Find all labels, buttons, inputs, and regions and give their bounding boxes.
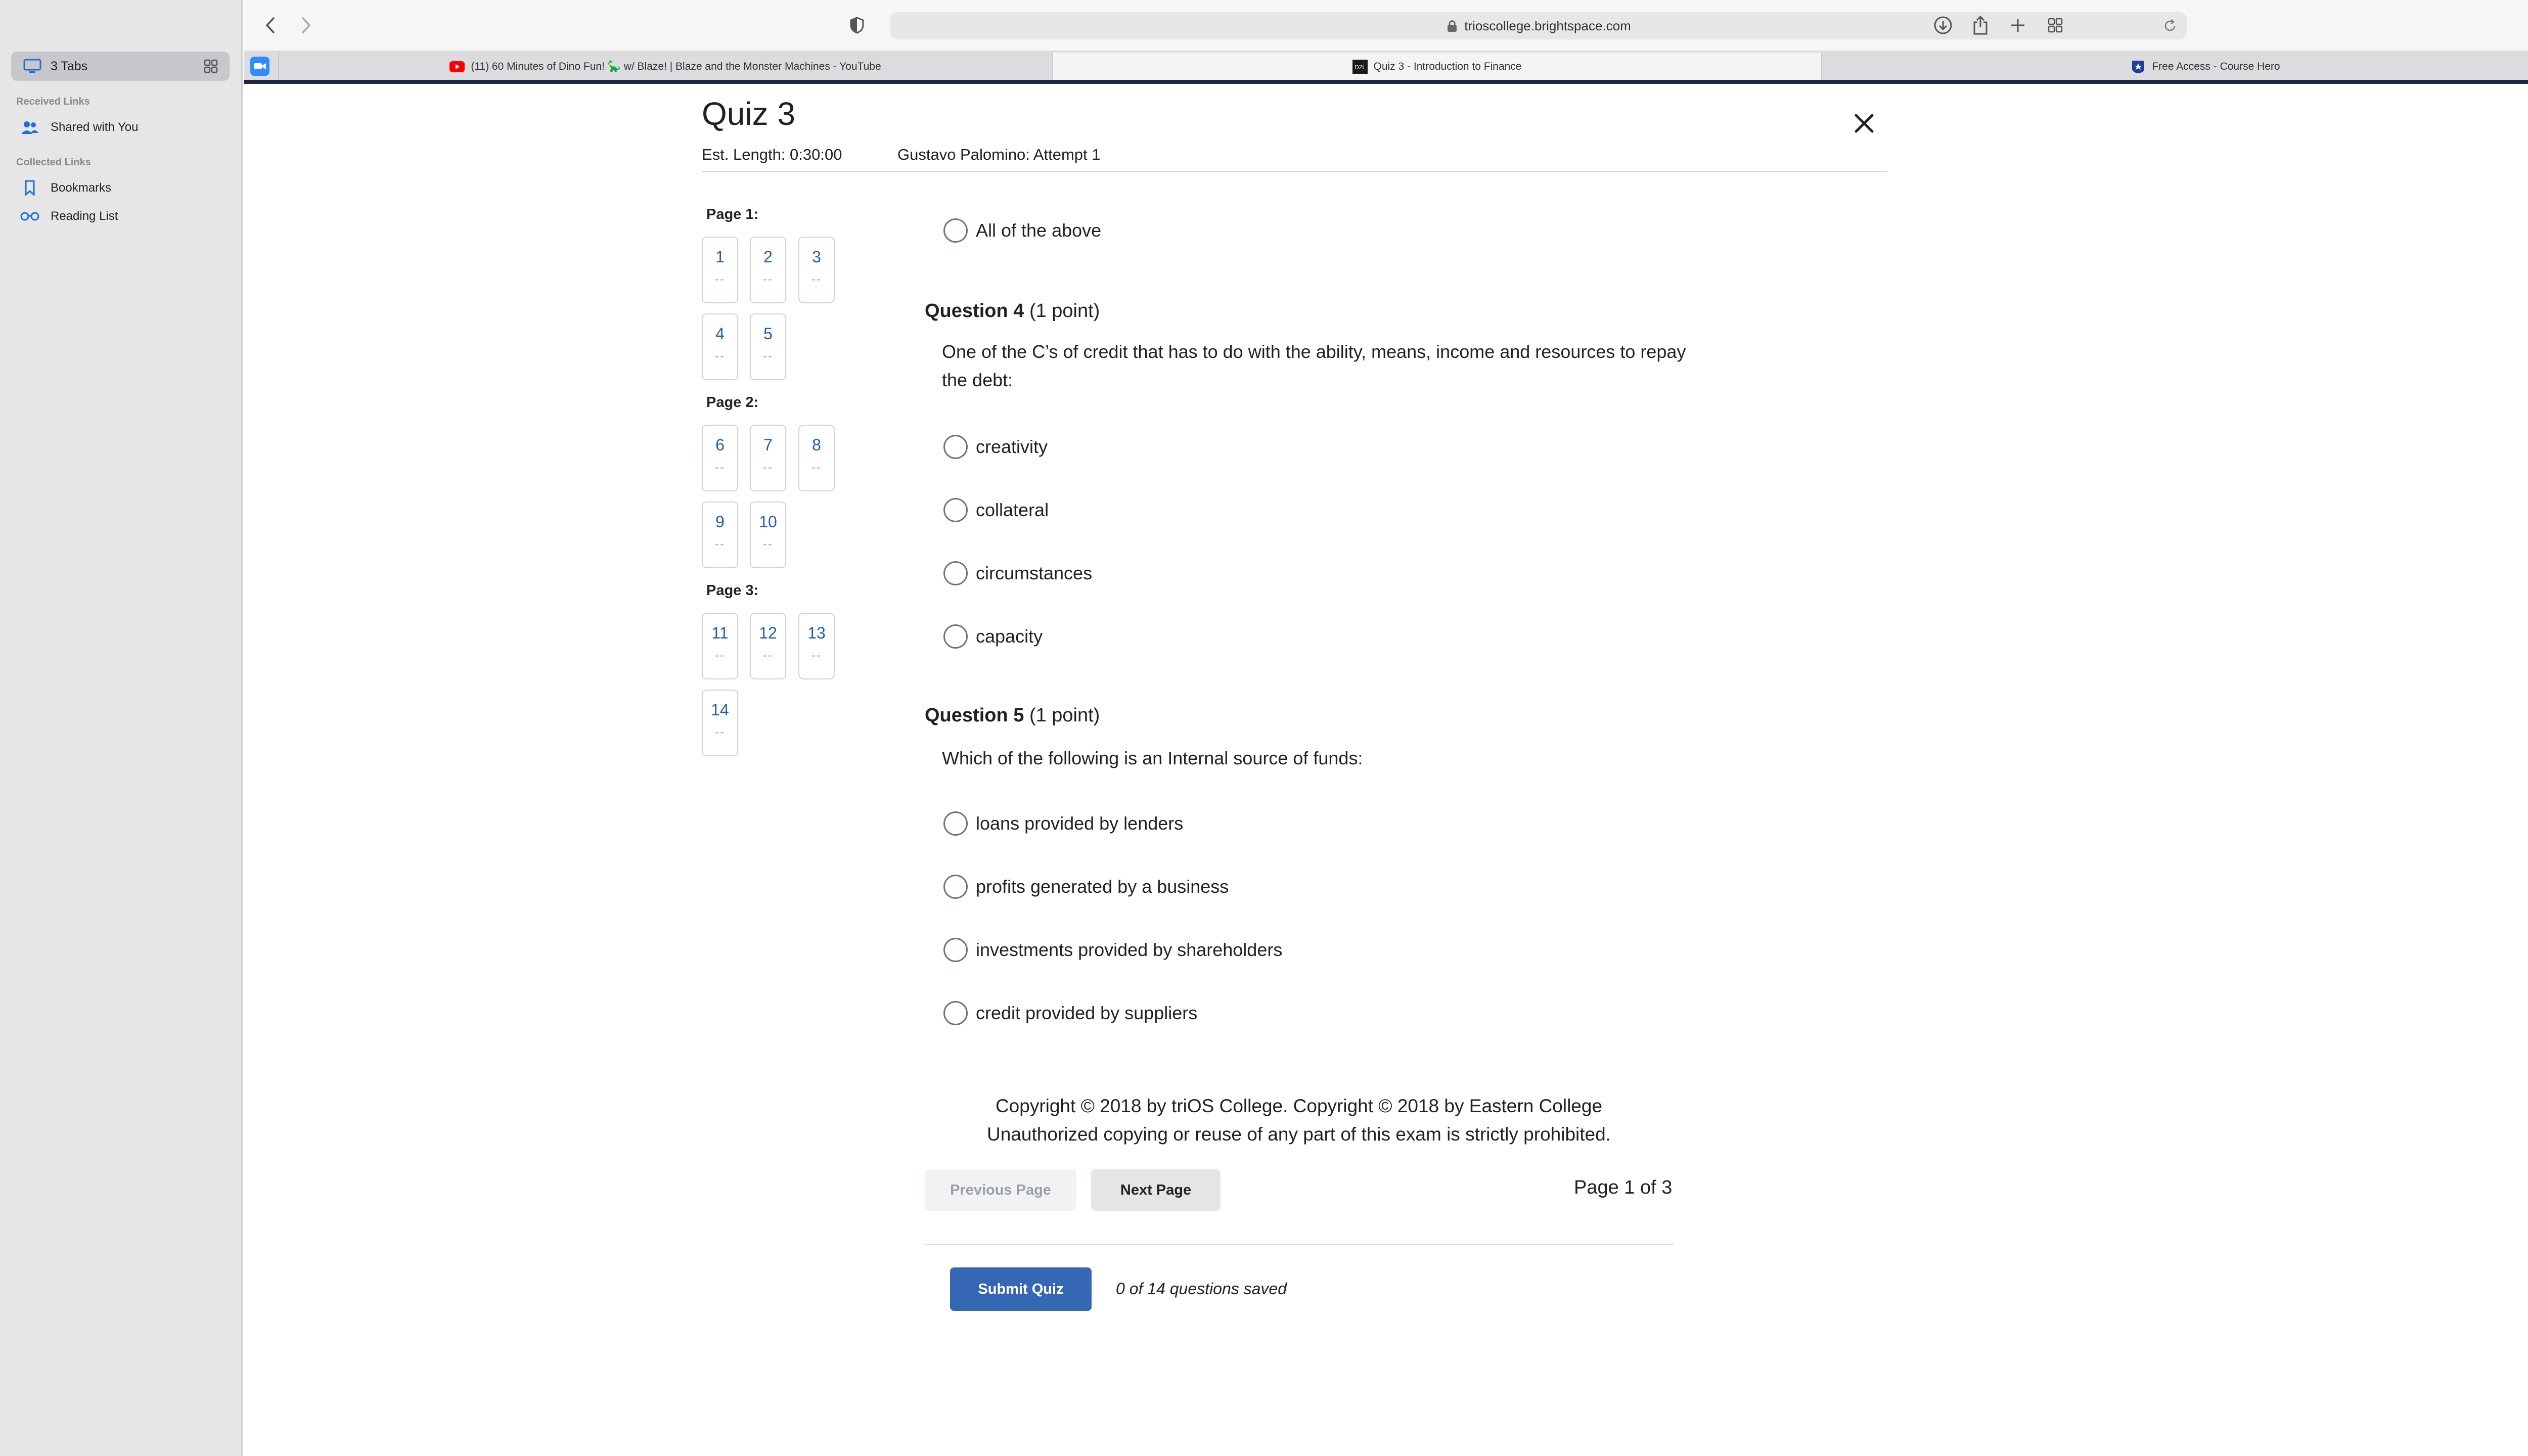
q5-option-4[interactable] — [943, 1000, 1197, 1026]
radio-button[interactable] — [943, 938, 968, 962]
footer-divider — [925, 1244, 1674, 1245]
tab-overview-button[interactable] — [2044, 14, 2066, 36]
url-text: trioscollege.brightspace.com — [1464, 18, 1631, 33]
option-label: loans provided by lenders — [976, 813, 1184, 834]
question-4-text: One of the C’s of credit that has to do with the ability, means, income and resources to repay the debt: — [942, 341, 1686, 390]
sidebar-item-shared-with-you[interactable] — [20, 117, 138, 138]
tab-overview-icon[interactable] — [203, 59, 218, 74]
tab-course-hero[interactable] — [1821, 53, 2528, 81]
forward-button[interactable] — [295, 14, 317, 36]
question-nav-5[interactable]: 5 -- — [750, 313, 786, 380]
page-indicator: Page 1 of 3 — [1574, 1177, 1673, 1198]
q5-option-2[interactable] — [943, 874, 1229, 900]
sidebar-item-label: Bookmarks — [51, 181, 112, 195]
q4-option-1[interactable] — [943, 434, 1048, 460]
radio-button[interactable] — [943, 875, 968, 899]
option-label: creativity — [976, 436, 1048, 457]
question-nav-12[interactable]: 12 -- — [750, 613, 786, 679]
attempt-info: Gustavo Palomino: Attempt 1 — [897, 146, 1101, 163]
share-button[interactable] — [1969, 14, 1992, 36]
option-label: investments provided by shareholders — [976, 939, 1283, 960]
q5-option-3[interactable] — [943, 937, 1282, 963]
course-hero-icon — [2131, 60, 2146, 73]
radio-button[interactable] — [943, 218, 968, 243]
sidebar-item-bookmarks[interactable] — [20, 178, 111, 198]
tab-title: (11) 60 Minutes of Dino Fun! 🦕 w/ Blaze! | Blaze and the Monster Machines - YouTube — [471, 61, 881, 72]
page-title: Quiz 3 — [702, 96, 795, 132]
submit-quiz-button[interactable]: Submit Quiz — [950, 1267, 1092, 1311]
radio-button[interactable] — [943, 498, 968, 522]
q4-option-2[interactable] — [943, 497, 1049, 523]
close-quiz-button[interactable] — [1848, 107, 1880, 140]
question-nav-7[interactable]: 7 -- — [750, 425, 786, 491]
q3-option-all-of-the-above[interactable] — [943, 217, 1101, 244]
active-tab-indicator — [244, 80, 2528, 84]
tab-youtube[interactable] — [278, 53, 1052, 81]
new-tab-button[interactable] — [2007, 14, 2029, 36]
zoom-pinned-tab[interactable] — [250, 57, 269, 76]
monitor-icon — [22, 56, 42, 76]
option-label: circumstances — [976, 563, 1093, 583]
video-camera-icon — [253, 62, 266, 71]
question-nav-2[interactable]: 2 -- — [750, 237, 786, 303]
address-bar[interactable] — [890, 12, 2187, 39]
question-5-heading: Question 5 (1 point) — [925, 705, 1100, 726]
option-label: collateral — [976, 499, 1049, 520]
quiz-page — [244, 84, 2528, 1456]
share-icon — [1972, 15, 1989, 35]
nav-page-1-label: Page 1: — [706, 206, 759, 222]
next-page-button[interactable]: Next Page — [1091, 1169, 1221, 1211]
question-5-text: Which of the following is an Internal source of funds: — [942, 748, 1363, 768]
option-label: capacity — [976, 626, 1043, 647]
tab-title: Quiz 3 - Introduction to Finance — [1373, 61, 1522, 72]
question-nav-1[interactable]: 1 -- — [702, 237, 738, 303]
download-icon — [1933, 16, 1953, 35]
lock-icon — [1446, 19, 1458, 33]
copyright-line-2: Unauthorized copying or reuse of any part of this exam is strictly prohibited. — [987, 1124, 1611, 1145]
question-nav-3[interactable]: 3 -- — [798, 237, 835, 303]
radio-button[interactable] — [943, 624, 968, 649]
privacy-shield-button[interactable] — [846, 14, 868, 36]
question-nav-13[interactable]: 13 -- — [798, 613, 835, 679]
glasses-icon — [20, 207, 39, 226]
nav-page-2-label: Page 2: — [706, 394, 759, 411]
reload-icon — [2162, 18, 2178, 33]
question-nav-9[interactable]: 9 -- — [702, 502, 738, 568]
collected-links-heading: Collected Links — [16, 157, 91, 168]
option-label: All of the above — [976, 220, 1102, 241]
d2l-icon — [1352, 60, 1368, 73]
copyright-line-1: Copyright © 2018 by triOS College. Copyright © 2018 by Eastern College — [995, 1096, 1603, 1116]
saved-status: 0 of 14 questions saved — [1116, 1280, 1287, 1298]
question-nav-11[interactable]: 11 -- — [702, 613, 738, 679]
chevron-left-icon — [264, 16, 277, 34]
question-nav-8[interactable]: 8 -- — [798, 425, 835, 491]
sidebar-item-label: Shared with You — [51, 120, 139, 134]
sidebar-item-reading-list[interactable] — [20, 206, 118, 226]
q5-option-1[interactable] — [943, 810, 1183, 837]
question-nav-6[interactable]: 6 -- — [702, 425, 738, 491]
header-divider — [702, 171, 1887, 172]
question-4-heading: Question 4 (1 point) — [925, 300, 1100, 322]
tab-bar — [244, 51, 2528, 82]
bookmark-icon — [20, 178, 39, 198]
radio-button[interactable] — [943, 561, 968, 585]
close-icon — [1848, 107, 1880, 140]
previous-page-button[interactable]: Previous Page — [925, 1169, 1076, 1211]
browser-sidebar — [0, 0, 243, 1456]
youtube-icon — [449, 60, 465, 73]
grid-icon — [2047, 17, 2063, 33]
question-nav-14[interactable]: 14 -- — [702, 690, 738, 756]
shield-icon — [849, 17, 865, 34]
est-length: Est. Length: 0:30:00 — [702, 146, 842, 163]
question-nav-10[interactable]: 10 -- — [750, 502, 786, 568]
people-icon — [20, 118, 39, 137]
tab-group-label: 3 Tabs — [51, 59, 88, 73]
question-nav-4[interactable]: 4 -- — [702, 313, 738, 380]
back-button[interactable] — [259, 14, 282, 36]
plus-icon — [2010, 17, 2026, 33]
radio-button[interactable] — [943, 1001, 968, 1025]
downloads-button[interactable] — [1932, 14, 1954, 36]
radio-button[interactable] — [943, 811, 968, 836]
received-links-heading: Received Links — [16, 96, 90, 107]
chevron-right-icon — [300, 16, 312, 34]
radio-button[interactable] — [943, 435, 968, 459]
q4-option-3[interactable] — [943, 560, 1092, 586]
svg-text:D2L: D2L — [1354, 64, 1366, 71]
tab-title: Free Access - Course Hero — [2152, 61, 2280, 72]
tab-quiz[interactable] — [1052, 53, 1821, 81]
q4-option-4[interactable] — [943, 623, 1043, 650]
option-label: profits generated by a business — [976, 876, 1229, 897]
tab-group-selector[interactable] — [11, 52, 230, 81]
sidebar-item-label: Reading List — [51, 209, 118, 223]
browser-toolbar — [244, 0, 2528, 51]
nav-page-3-label: Page 3: — [706, 582, 759, 599]
option-label: credit provided by suppliers — [976, 1003, 1198, 1023]
